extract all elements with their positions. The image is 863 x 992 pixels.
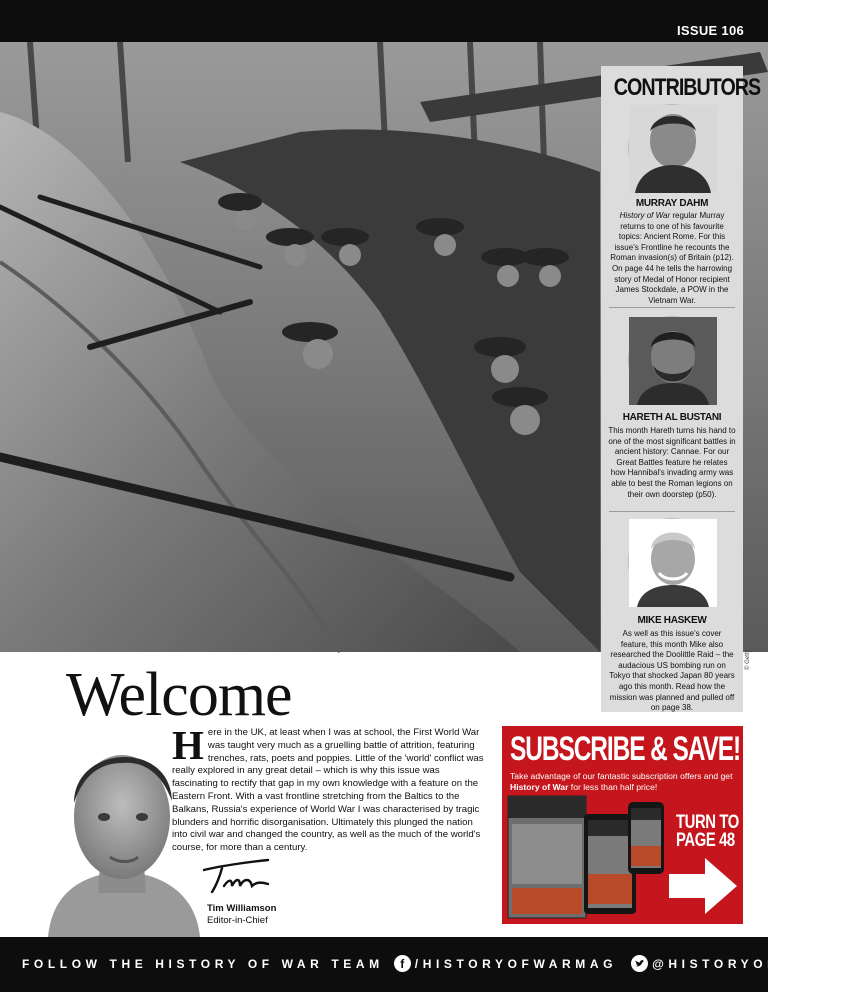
twitter-handle[interactable]: @HISTORYOFWARMAG bbox=[652, 956, 863, 971]
portrait-icon bbox=[629, 317, 717, 405]
contributor-divider bbox=[609, 511, 735, 512]
twitter-bird-icon bbox=[631, 955, 648, 972]
contributor-bio bbox=[608, 211, 736, 306]
footer-bar bbox=[0, 937, 863, 992]
facebook-icon[interactable]: f bbox=[394, 955, 411, 972]
top-bar bbox=[0, 0, 768, 42]
footer-follow-text: FOLLOW THE HISTORY OF WAR TEAM bbox=[22, 956, 384, 971]
turn-line-2: PAGE 48 bbox=[676, 830, 735, 851]
contributor-bio: This month Hareth turns his hand to one of the most significant battles in ancient history: Cannae. For our Great Battles feature he relates how Hannibal's invading army was able to best the Roman legions on their own doorstep (p50). bbox=[608, 426, 736, 499]
contributor-bio-italic: History of War bbox=[619, 211, 671, 220]
contributor-bio-text: regular Murray returns to one of his favourite topics: Ancient Rome. For this issue's Frontline he recounts the Roman invasion(s) of Britain (p12). On page 44 he tells the harrowing story of Medal of Honor recipient James Stockdale, a POW in the Vietnam War. bbox=[610, 211, 734, 305]
contributor-divider bbox=[609, 307, 735, 308]
subscribe-text-bold: History of War bbox=[510, 782, 569, 792]
contributor-name: HARETH AL BUSTANI bbox=[622, 412, 722, 423]
signature-name: Tim Williamson bbox=[207, 903, 277, 914]
contributors-title: CONTRIBUTORS bbox=[613, 74, 761, 101]
signature-mark bbox=[198, 856, 274, 896]
arrow-right-icon bbox=[669, 856, 739, 916]
issue-number: ISSUE 106 bbox=[676, 23, 744, 38]
subscribe-text-start: Take advantage of our fantastic subscription offers and get bbox=[510, 771, 733, 781]
twitter-icon[interactable] bbox=[631, 955, 648, 972]
contributor-name: MIKE HASKEW bbox=[637, 615, 707, 626]
signature-role: Editor-in-Chief bbox=[207, 915, 268, 926]
subscribe-title: SUBSCRIBE & SAVE! bbox=[510, 730, 741, 768]
contributor-photo-mike-haskew bbox=[628, 518, 716, 606]
editorial-text: ere in the UK, at least when I was at school, the First World War was taught very much as a gruelling battle of attrition, featuring trenches, rats, poets and poppies. Little of the 'world' conflict was really explored in any great detail – which is why this issue was fascinating to rectify that gap in my own knowledge with a feature on the Eastern Front. With a vast frontline stretching from the Baltics to the Balkans, Russia's experience of World War I was characterised by tragic blunders and horrific disorganisation. Ultimately this plunged the nation into civil war and changed the country, as well as the much of the world's course, for more than a century. bbox=[172, 727, 484, 854]
magazine-covers-image bbox=[508, 794, 670, 922]
facebook-handle[interactable]: /HISTORYOFWARMAG bbox=[414, 956, 618, 971]
photo-credit: © Getty bbox=[745, 649, 751, 670]
portrait-icon bbox=[629, 519, 717, 607]
turn-to-page bbox=[676, 812, 739, 851]
footer-social-row bbox=[22, 955, 863, 972]
editorial-body bbox=[172, 722, 486, 855]
subscribe-text bbox=[510, 771, 736, 793]
turn-line-1: TURN TO bbox=[676, 812, 739, 833]
contributor-name: MURRAY DAHM bbox=[635, 198, 709, 209]
drop-cap: H bbox=[172, 722, 204, 768]
subscribe-text-end: for less than half price! bbox=[568, 782, 658, 792]
welcome-heading: Welcome bbox=[66, 661, 292, 729]
portrait-icon bbox=[629, 105, 717, 193]
contributor-photo-hareth-al-bustani bbox=[628, 316, 716, 404]
contributor-photo-murray-dahm bbox=[628, 104, 716, 192]
contributor-bio: As well as this issue's cover feature, this month Mike also researched the Doolittle Raid – the audacious US bombing run on Tokyo that shocked Japan 80 years ago this month. Read how the mission was planned and pulled off on page 38. bbox=[609, 629, 735, 713]
subscribe-promo[interactable] bbox=[502, 726, 743, 924]
